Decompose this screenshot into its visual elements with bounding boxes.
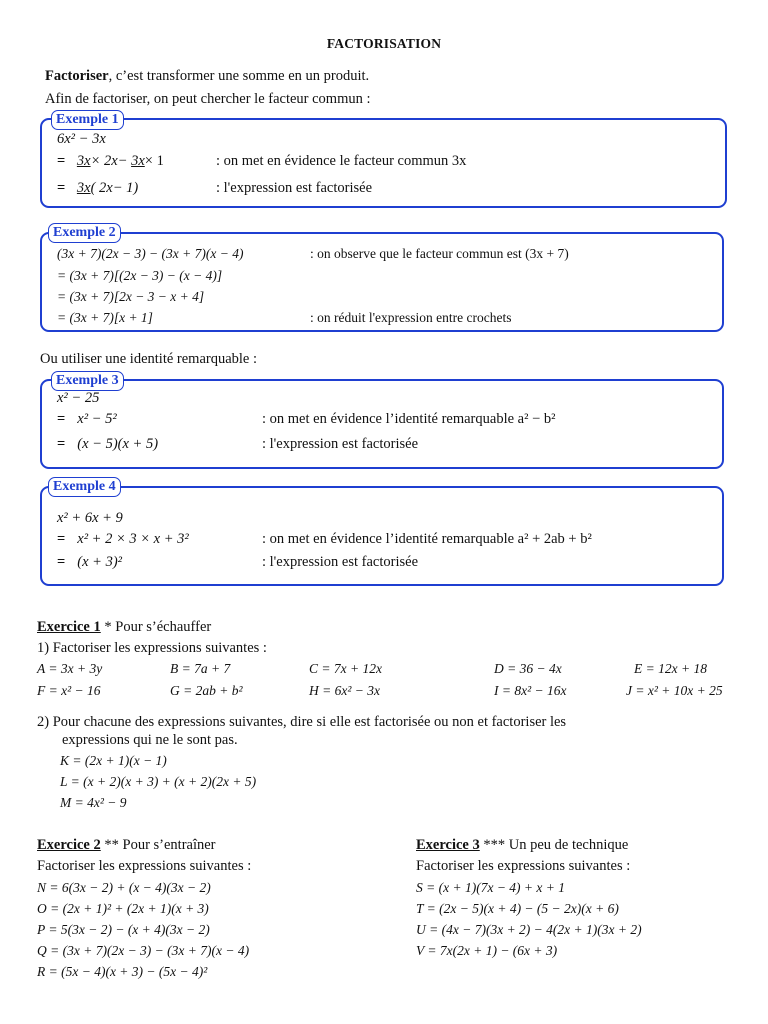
example-2-expression: (3x + 7)(2x − 3) − (3x + 7)(x − 4) xyxy=(57,246,244,261)
expression-F: F = x² − 16 xyxy=(37,683,101,698)
step-expr: x² − 5² xyxy=(77,411,117,427)
expression-L: L = (x + 2)(x + 3) + (x + 2)(2x + 5) xyxy=(60,774,257,789)
example-3-note-2: : l'expression est factorisée xyxy=(262,436,419,452)
example-4-label: Exemple 4 xyxy=(48,477,121,497)
exercise-1-subtitle: * Pour s’échauffer xyxy=(100,619,212,635)
intro-line1-rest: , c’est transformer une somme en un produit. xyxy=(108,68,370,84)
example-1-label: Exemple 1 xyxy=(51,110,124,130)
common-factor: 3x xyxy=(131,153,145,169)
expression-J: J = x² + 10x + 25 xyxy=(626,683,723,698)
example-1-step-2 xyxy=(57,180,138,197)
intro-line-1 xyxy=(45,68,369,85)
example-3-expression: x² − 25 xyxy=(57,390,100,406)
step-expr: x² + 2 × 3 × x + 3² xyxy=(77,531,189,547)
expression-H: H = 6x² − 3x xyxy=(309,683,381,698)
example-4-step-1 xyxy=(57,531,189,548)
step-expr: (x + 3)² xyxy=(77,554,122,570)
exercise-1-heading xyxy=(37,619,211,636)
example-2-step-1: = (3x + 7)[(2x − 3) − (x − 4)] xyxy=(57,268,223,283)
example-1-step-1 xyxy=(57,153,164,170)
example-1-note-1: : on met en évidence le facteur commun 3x xyxy=(216,153,467,169)
example-1-note-2: : l'expression est factorisée xyxy=(216,180,373,196)
example-3-step-2 xyxy=(57,436,158,453)
expression-R: R = (5x − 4)(x + 3) − (5x − 4)² xyxy=(37,964,208,979)
example-4-note-2: : l'expression est factorisée xyxy=(262,554,419,570)
exercise-3-instruction: Factoriser les expressions suivantes : xyxy=(416,858,631,874)
expression-I: I = 8x² − 16x xyxy=(494,683,567,698)
expression-S: S = (x + 1)(7x − 4) + x + 1 xyxy=(416,880,566,895)
equals-sign: = xyxy=(57,180,66,196)
exercise-3-heading xyxy=(416,837,628,854)
exercise-2-heading xyxy=(37,837,216,854)
example-4-expression: x² + 6x + 9 xyxy=(57,510,123,526)
example-2-note-2: : on réduit l'expression entre crochets xyxy=(310,310,512,325)
step-part: × 1 xyxy=(144,153,164,169)
expression-U: U = (4x − 7)(3x + 2) − 4(2x + 1)(3x + 2) xyxy=(416,922,642,937)
example-2-step-3: = (3x + 7)[x + 1] xyxy=(57,310,153,325)
exercise-1-question-2-cont: expressions qui ne le sont pas. xyxy=(62,732,238,748)
common-factor: 3x xyxy=(76,180,91,196)
exercise-2-instruction: Factoriser les expressions suivantes : xyxy=(37,858,252,874)
intro-line-2: Afin de factoriser, on peut chercher le facteur commun : xyxy=(45,91,371,107)
expression-M: M = 4x² − 9 xyxy=(60,795,127,810)
expression-O: O = (2x + 1)² + (2x + 1)(x + 3) xyxy=(37,901,209,916)
exercise-3-subtitle: *** Un peu de technique xyxy=(479,837,629,853)
exercise-1-question-1: 1) Factoriser les expressions suivantes : xyxy=(37,640,267,656)
example-3-note-1: : on met en évidence l’identité remarquable a² − b² xyxy=(262,411,556,427)
exercise-3-title: Exercice 3 xyxy=(416,837,480,853)
common-factor: 3x xyxy=(76,153,91,169)
equals-sign: = xyxy=(57,411,66,427)
expression-T: T = (2x − 5)(x + 4) − (5 − 2x)(x + 6) xyxy=(416,901,619,916)
exercise-1-title: Exercice 1 xyxy=(37,619,101,635)
expression-G: G = 2ab + b² xyxy=(170,683,243,698)
equals-sign: = xyxy=(57,531,66,547)
example-2-note-1: : on observe que le facteur commun est (3x + 7) xyxy=(310,246,569,261)
equals-sign: = xyxy=(57,153,66,169)
expression-P: P = 5(3x − 2) − (x + 4)(3x − 2) xyxy=(37,922,210,937)
example-3-step-1 xyxy=(57,411,117,428)
expression-V: V = 7x(2x + 1) − (6x + 3) xyxy=(416,943,558,958)
step-part: × 2x− xyxy=(90,153,132,169)
expression-C: C = 7x + 12x xyxy=(309,661,382,676)
example-2-label: Exemple 2 xyxy=(48,223,121,243)
step-expr: (x − 5)(x + 5) xyxy=(77,436,159,452)
example-1-expression: 6x² − 3x xyxy=(57,131,106,147)
example-2-step-2: = (3x + 7)[2x − 3 − x + 4] xyxy=(57,289,205,304)
equals-sign: = xyxy=(57,436,66,452)
example-3-label: Exemple 3 xyxy=(51,371,124,391)
expression-E: E = 12x + 18 xyxy=(634,661,707,676)
expression-N: N = 6(3x − 2) + (x − 4)(3x − 2) xyxy=(37,880,211,895)
exercise-2-subtitle: ** Pour s’entraîner xyxy=(100,837,216,853)
expression-K: K = (2x + 1)(x − 1) xyxy=(60,753,167,768)
expression-Q: Q = (3x + 7)(2x − 3) − (3x + 7)(x − 4) xyxy=(37,943,250,958)
exercise-1-question-2: 2) Pour chacune des expressions suivantes, dire si elle est factorisée ou non et factoriser les xyxy=(37,714,567,730)
equals-sign: = xyxy=(57,554,66,570)
page-title: FACTORISATION xyxy=(326,36,442,51)
example-4-note-1: : on met en évidence l’identité remarquable a² + 2ab + b² xyxy=(262,531,592,547)
step-part: ( 2x− 1) xyxy=(90,180,139,196)
expression-A: A = 3x + 3y xyxy=(37,661,103,676)
exercise-2-title: Exercice 2 xyxy=(37,837,101,853)
expression-D: D = 36 − 4x xyxy=(494,661,562,676)
or-line: Ou utiliser une identité remarquable : xyxy=(40,351,258,367)
intro-term: Factoriser xyxy=(45,68,109,84)
expression-B: B = 7a + 7 xyxy=(170,661,231,676)
example-4-step-2 xyxy=(57,554,122,571)
